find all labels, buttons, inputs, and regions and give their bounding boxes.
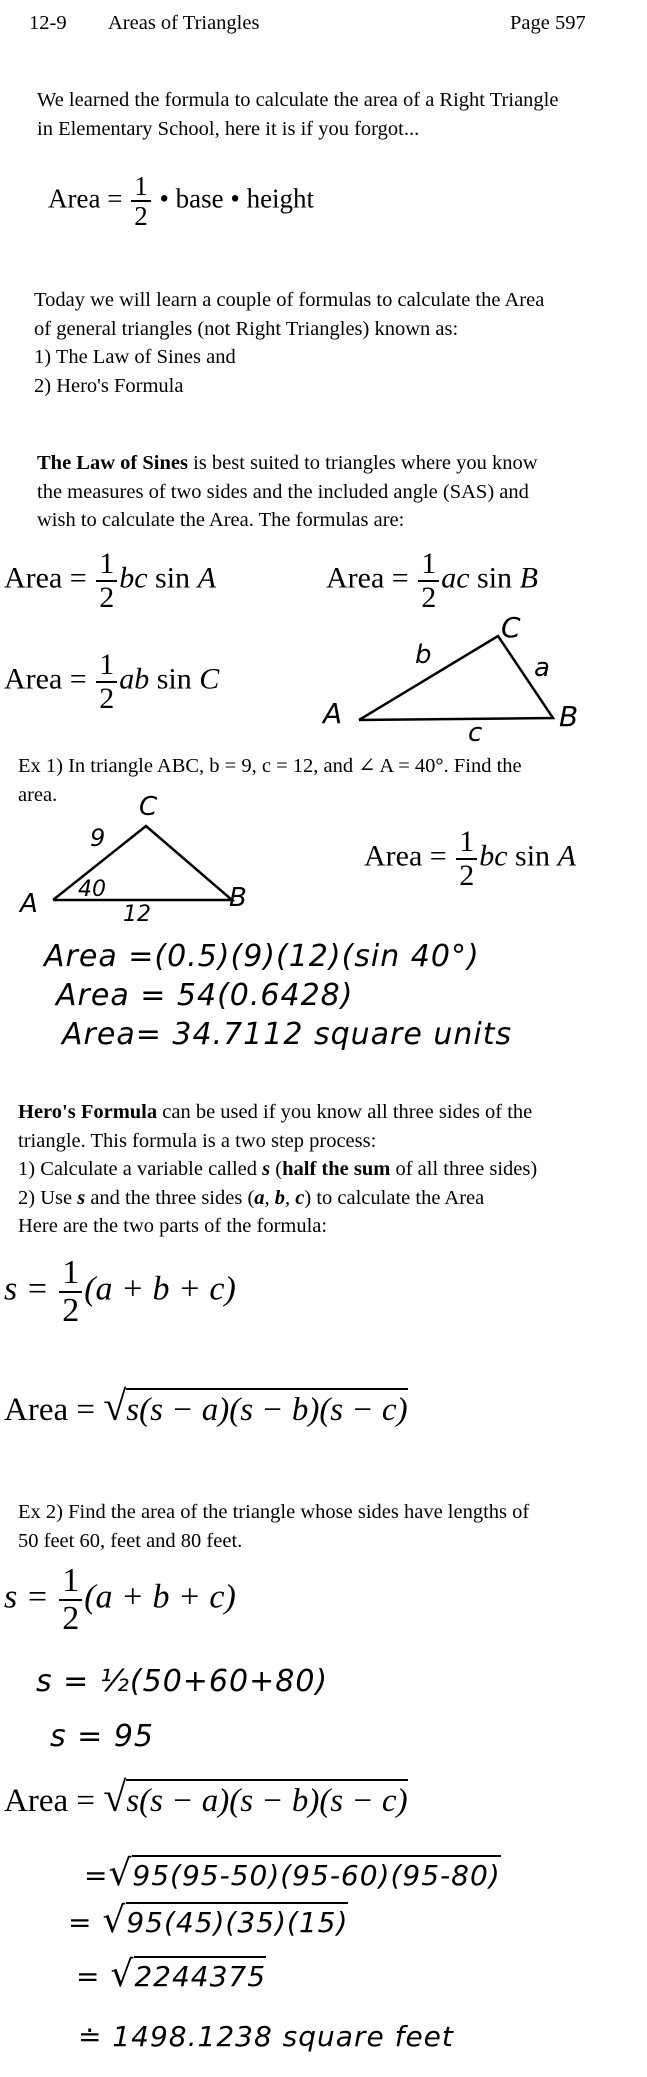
hero-area-formula xyxy=(4,1383,408,1431)
intro-line-1: We learned the formula to calculate the area of a Right Triangle xyxy=(37,89,559,111)
fraction-numerator: 1 xyxy=(456,826,477,860)
formula-lhs: Area = xyxy=(364,839,447,873)
radicand: s(s − a)(s − b)(s − c) xyxy=(126,1388,407,1429)
hero-step-1 xyxy=(18,1155,537,1184)
one-half-fraction xyxy=(59,1255,82,1328)
fraction-numerator: 1 xyxy=(418,548,439,582)
example1-work-step-1: Area =(0.5)(9)(12)(sin 40°) xyxy=(44,939,480,974)
example2-area-work-3 xyxy=(76,1954,266,1995)
fraction-numerator: 1 xyxy=(59,1563,82,1601)
equals-sign: = xyxy=(76,1960,101,1993)
fraction-numerator: 1 xyxy=(96,649,117,683)
section-number: 12-9 xyxy=(29,12,67,34)
formula-lhs: Area = xyxy=(326,561,409,595)
label-vertex-c: C xyxy=(501,611,521,644)
radical-sign: √ xyxy=(103,1775,127,1821)
example2-area-work-2 xyxy=(68,1900,348,1941)
hero-paragraph xyxy=(18,1098,537,1241)
hero-step-1-bold: half the sum xyxy=(282,1158,391,1180)
triangle-abc-outline xyxy=(359,636,553,720)
radical-sign: √ xyxy=(110,1954,135,1995)
hero-step-2-post: ) to calculate the Area xyxy=(304,1186,485,1209)
hero-step-1-mid: ( xyxy=(270,1158,283,1180)
fraction-numerator: 1 xyxy=(59,1255,82,1293)
hero-parts-line: Here are the two parts of the formula: xyxy=(18,1215,328,1237)
example2-area-formula xyxy=(4,1774,408,1822)
equals-sign: = xyxy=(68,1906,93,1939)
equals-sign: = xyxy=(84,1859,109,1892)
radical-sign: √ xyxy=(102,1900,127,1941)
hero-step-1-post: of all three sides) xyxy=(390,1158,538,1180)
hero-step-2-s: s xyxy=(77,1186,86,1209)
example2-area-work-4: ≐ 1498.1238 square feet xyxy=(78,2020,454,2053)
hero-step-2-a: a xyxy=(254,1186,265,1209)
radicand: 95(45)(35)(15) xyxy=(126,1902,348,1939)
fraction-denominator: 2 xyxy=(134,201,148,232)
label-vertex-a: A xyxy=(323,697,343,730)
example1-prompt xyxy=(18,752,522,809)
today-line-1: Today we will learn a couple of formulas to calculate the Area xyxy=(34,289,545,311)
formula-sin: sin xyxy=(477,561,513,595)
example2-area-work-1 xyxy=(84,1853,501,1894)
label-side-b: b xyxy=(415,640,432,670)
example2-line-2: 50 feet 60, feet and 80 feet. xyxy=(18,1529,243,1552)
today-item-2: 2) Hero's Formula xyxy=(34,374,184,397)
formula-lhs: Area = xyxy=(4,1392,95,1428)
example1-work-step-2: Area = 54(0.6428) xyxy=(56,978,354,1013)
label-side-c: c xyxy=(468,718,483,748)
formula-vars: ab xyxy=(119,662,150,696)
formula-lhs: Area = xyxy=(48,183,123,214)
today-line-2: of general triangles (not Right Triangles) known as: xyxy=(34,317,459,340)
fraction-denominator: 2 xyxy=(62,1599,80,1637)
intro-line-2: in Elementary School, here it is if you forgot... xyxy=(37,117,420,140)
example1-line-2: area. xyxy=(18,783,58,806)
hero-term: Hero's Formula xyxy=(18,1101,158,1123)
fraction-denominator: 2 xyxy=(99,681,115,715)
hero-line-1-rest: can be used if you know all three sides of the xyxy=(157,1101,533,1123)
ex1-label-side-9: 9 xyxy=(90,824,106,852)
hero-step-1-var: s xyxy=(262,1158,271,1180)
formula-angle: B xyxy=(519,561,538,595)
example2-line-1: Ex 2) Find the area of the triangle whose sides have lengths of xyxy=(18,1501,530,1523)
fraction-denominator: 2 xyxy=(62,1291,80,1329)
hero-s-formula xyxy=(4,1255,236,1328)
radicand: s(s − a)(s − b)(s − c) xyxy=(126,1779,407,1820)
hero-step-2-sep1: , xyxy=(264,1186,275,1209)
formula-lhs: s = xyxy=(4,1578,49,1616)
page-title: Areas of Triangles xyxy=(108,12,260,34)
formula-sin: sin xyxy=(515,839,551,873)
radical-sign: √ xyxy=(108,1853,133,1894)
formula-rhs: • base • height xyxy=(159,183,315,214)
formula-angle: C xyxy=(199,662,220,696)
law-of-sines-line-2: the measures of two sides and the included angle (SAS) and xyxy=(37,480,529,503)
formula-rhs: (a + b + c) xyxy=(84,1270,236,1308)
example2-s-formula xyxy=(4,1563,236,1636)
radical-sign: √ xyxy=(103,1384,127,1430)
fraction-denominator: 2 xyxy=(421,580,437,614)
example1-work-step-3: Area= 34.7112 square units xyxy=(62,1017,513,1052)
fraction-denominator: 2 xyxy=(99,580,115,614)
law-of-sines-line-1-rest: is best suited to triangles where you know xyxy=(187,452,538,474)
page-number: Page 597 xyxy=(510,12,586,34)
formula-sin: sin xyxy=(155,561,191,595)
ex1-label-vertex-b: B xyxy=(229,883,247,913)
example2-s-work-1: s = ½(50+60+80) xyxy=(36,1664,329,1699)
formula-sin: sin xyxy=(156,662,192,696)
fraction-numerator: 1 xyxy=(96,548,117,582)
ex1-label-vertex-a: A xyxy=(20,889,38,919)
formula-lhs: s = xyxy=(4,1270,49,1308)
hero-step-2-mid: and the three sides ( xyxy=(85,1186,255,1209)
formula-rhs: (a + b + c) xyxy=(84,1578,236,1616)
law-of-sines-line-3: wish to calculate the Area. The formulas are: xyxy=(37,509,405,531)
example1-area-formula xyxy=(364,826,576,891)
hero-line-1 xyxy=(18,1098,537,1127)
hero-step-2-sep2: , xyxy=(285,1186,296,1209)
example1-line-1: Ex 1) In triangle ABC, b = 9, c = 12, and ∠ A = 40°. Find the xyxy=(18,755,522,777)
formula-vars: ac xyxy=(441,561,470,595)
today-item-1: 1) The Law of Sines and xyxy=(34,346,236,368)
hero-step-2 xyxy=(18,1184,537,1213)
fraction-numerator: 1 xyxy=(131,172,151,202)
formula-lhs: Area = xyxy=(4,561,87,595)
formula-lhs: Area = xyxy=(4,662,87,696)
hero-line-2: triangle. This formula is a two step process: xyxy=(18,1129,377,1152)
one-half-fraction xyxy=(59,1563,82,1636)
radicand: 95(95-50)(95-60)(95-80) xyxy=(132,1855,500,1892)
example2-prompt xyxy=(18,1498,529,1555)
hero-step-2-pre: 2) Use xyxy=(18,1186,78,1209)
label-vertex-b: B xyxy=(559,700,579,733)
ex1-label-base-12: 12 xyxy=(123,902,151,927)
formula-vars: bc xyxy=(119,561,148,595)
formula-vars: bc xyxy=(479,839,508,873)
formula-lhs: Area = xyxy=(4,1783,95,1819)
ex1-label-angle-40: 40 xyxy=(78,877,106,902)
formula-angle: A xyxy=(197,561,216,595)
ex1-label-vertex-c: C xyxy=(139,792,158,822)
formula-angle: A xyxy=(557,839,576,873)
hero-step-2-b: b xyxy=(274,1186,286,1209)
radicand: 2244375 xyxy=(134,1956,266,1993)
label-side-a: a xyxy=(534,653,550,683)
hero-step-2-c: c xyxy=(295,1186,305,1209)
example2-s-work-2: s = 95 xyxy=(50,1719,155,1754)
law-of-sines-term: The Law of Sines xyxy=(37,452,188,474)
one-half-fraction xyxy=(456,826,477,891)
fraction-denominator: 2 xyxy=(459,858,475,892)
hero-step-1-pre: 1) Calculate a variable called xyxy=(18,1158,263,1180)
